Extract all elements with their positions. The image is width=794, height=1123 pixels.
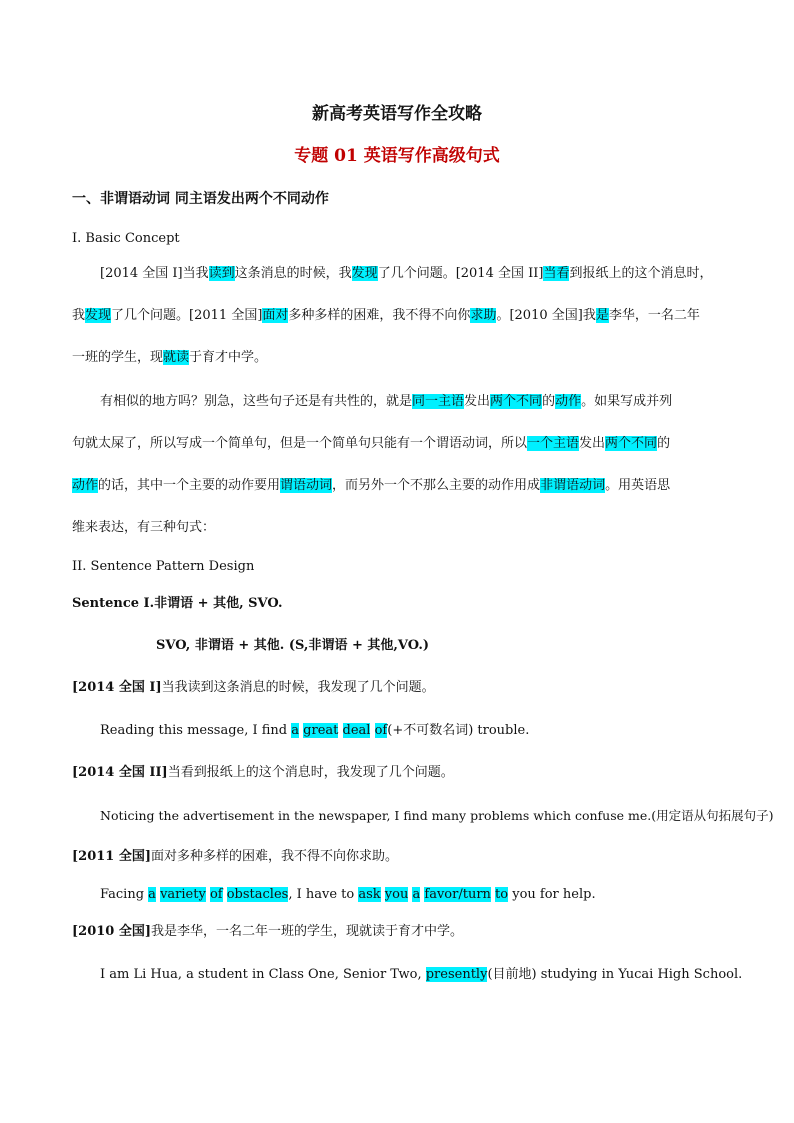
highlight: favor/turn	[424, 887, 491, 902]
highlight: 动作	[72, 478, 99, 493]
example-label: [2011 全国]	[72, 849, 152, 864]
doc-title: 新高考英语写作全攻略	[312, 104, 482, 124]
example-label: [2010 全国]	[72, 924, 152, 939]
highlight: you	[384, 887, 409, 902]
example-label: [2014 全国 II]	[72, 765, 168, 780]
highlight: 求助	[470, 308, 497, 323]
section-heading: 一、非谓语动词 同主语发出两个不同动作	[72, 191, 329, 207]
highlight: 两个不同	[605, 436, 658, 451]
highlight: 就读	[163, 350, 190, 365]
highlight: presently	[425, 967, 488, 982]
highlight: 一个主语	[527, 436, 580, 451]
paragraph-2-line-3: 动作的话，其中一个主要的动作要用谓语动词，而另外一个不那么主要的动作用成非谓语动词。用英语思	[72, 478, 671, 493]
highlight: 动作	[555, 394, 582, 409]
highlight: 读到	[208, 266, 235, 281]
paragraph-1-line-1: [2014 全国 I]当我读到这条消息的时候，我发现了几个问题。[2014 全国 II]当看到报纸上的这个消息时，	[100, 266, 713, 281]
highlight: 非谓语动词	[540, 478, 606, 493]
pattern-design-heading: II. Sentence Pattern Design	[72, 559, 255, 574]
doc-subtitle: 专题 01 英语写作高级句式	[294, 146, 500, 166]
example-4-cn: [2010 全国]我是李华，一名二年一班的学生，现就读于育才中学。	[72, 924, 464, 939]
example-3-cn: [2011 全国]面对多种多样的困难，我不得不向你求助。	[72, 849, 399, 864]
highlight: 谓语动词	[280, 478, 333, 493]
paragraph-2-line-4: 维来表达，有三种句式：	[72, 520, 216, 535]
example-2-en: Noticing the advertisement in the newspaper, I find many problems which confuse me.(用定语从句拓展句子)	[100, 808, 774, 823]
highlight: 面对	[262, 308, 289, 323]
highlight: of	[374, 723, 388, 738]
basic-concept-heading: I. Basic Concept	[72, 231, 180, 246]
paragraph-2-line-1: 有相似的地方吗？别急，这些句子还是有共性的，就是同一主语发出两个不同的动作。如果写成并列	[100, 394, 673, 409]
highlight: variety	[160, 887, 206, 902]
highlight: obstacles	[226, 887, 289, 902]
sentence-pattern-1-alt: SVO, 非谓语 + 其他. (S,非谓语 + 其他,VO.)	[156, 638, 430, 653]
example-label: [2014 全国 I]	[72, 680, 162, 695]
highlight: 当看	[543, 266, 570, 281]
highlight: to	[495, 887, 509, 902]
highlight: 是	[595, 308, 609, 323]
highlight: deal	[342, 723, 371, 738]
sentence-pattern-1: Sentence I.非谓语 + 其他, SVO.	[72, 596, 283, 611]
paragraph-1-line-3: 一班的学生，现就读于育才中学。	[72, 350, 268, 365]
paragraph-2-line-2: 句就太屎了，所以写成一个简单句，但是一个简单句只能有一个谓语动词，所以一个主语发出两个不同的	[72, 436, 671, 451]
highlight: a	[148, 887, 156, 902]
example-1-cn: [2014 全国 I]当我读到这条消息的时候，我发现了几个问题。	[72, 680, 435, 695]
example-3-en: Facing a variety of obstacles, I have to ask you a favor/turn to you for help.	[100, 887, 596, 902]
highlight: a	[291, 723, 300, 738]
paragraph-1-line-2: 我发现了几个问题。[2011 全国]面对多种多样的困难，我不得不向你求助。[2010 全国]我是李华，一名二年	[72, 308, 700, 323]
highlight: 发现	[85, 308, 112, 323]
highlight: ask	[358, 887, 381, 902]
example-4-en: I am Li Hua, a student in Class One, Senior Two, presently(目前地) studying in Yucai High School.	[100, 967, 743, 982]
highlight: 同一主语	[412, 394, 465, 409]
highlight: a	[412, 887, 421, 902]
highlight: of	[209, 887, 223, 902]
example-1-en: Reading this message, I find a great deal of(+不可数名词) trouble.	[100, 723, 530, 738]
highlight: great	[303, 723, 339, 738]
highlight: 两个不同	[490, 394, 543, 409]
example-2-cn: [2014 全国 II]当看到报纸上的这个消息时，我发现了几个问题。	[72, 765, 454, 780]
highlight: 发现	[351, 266, 378, 281]
